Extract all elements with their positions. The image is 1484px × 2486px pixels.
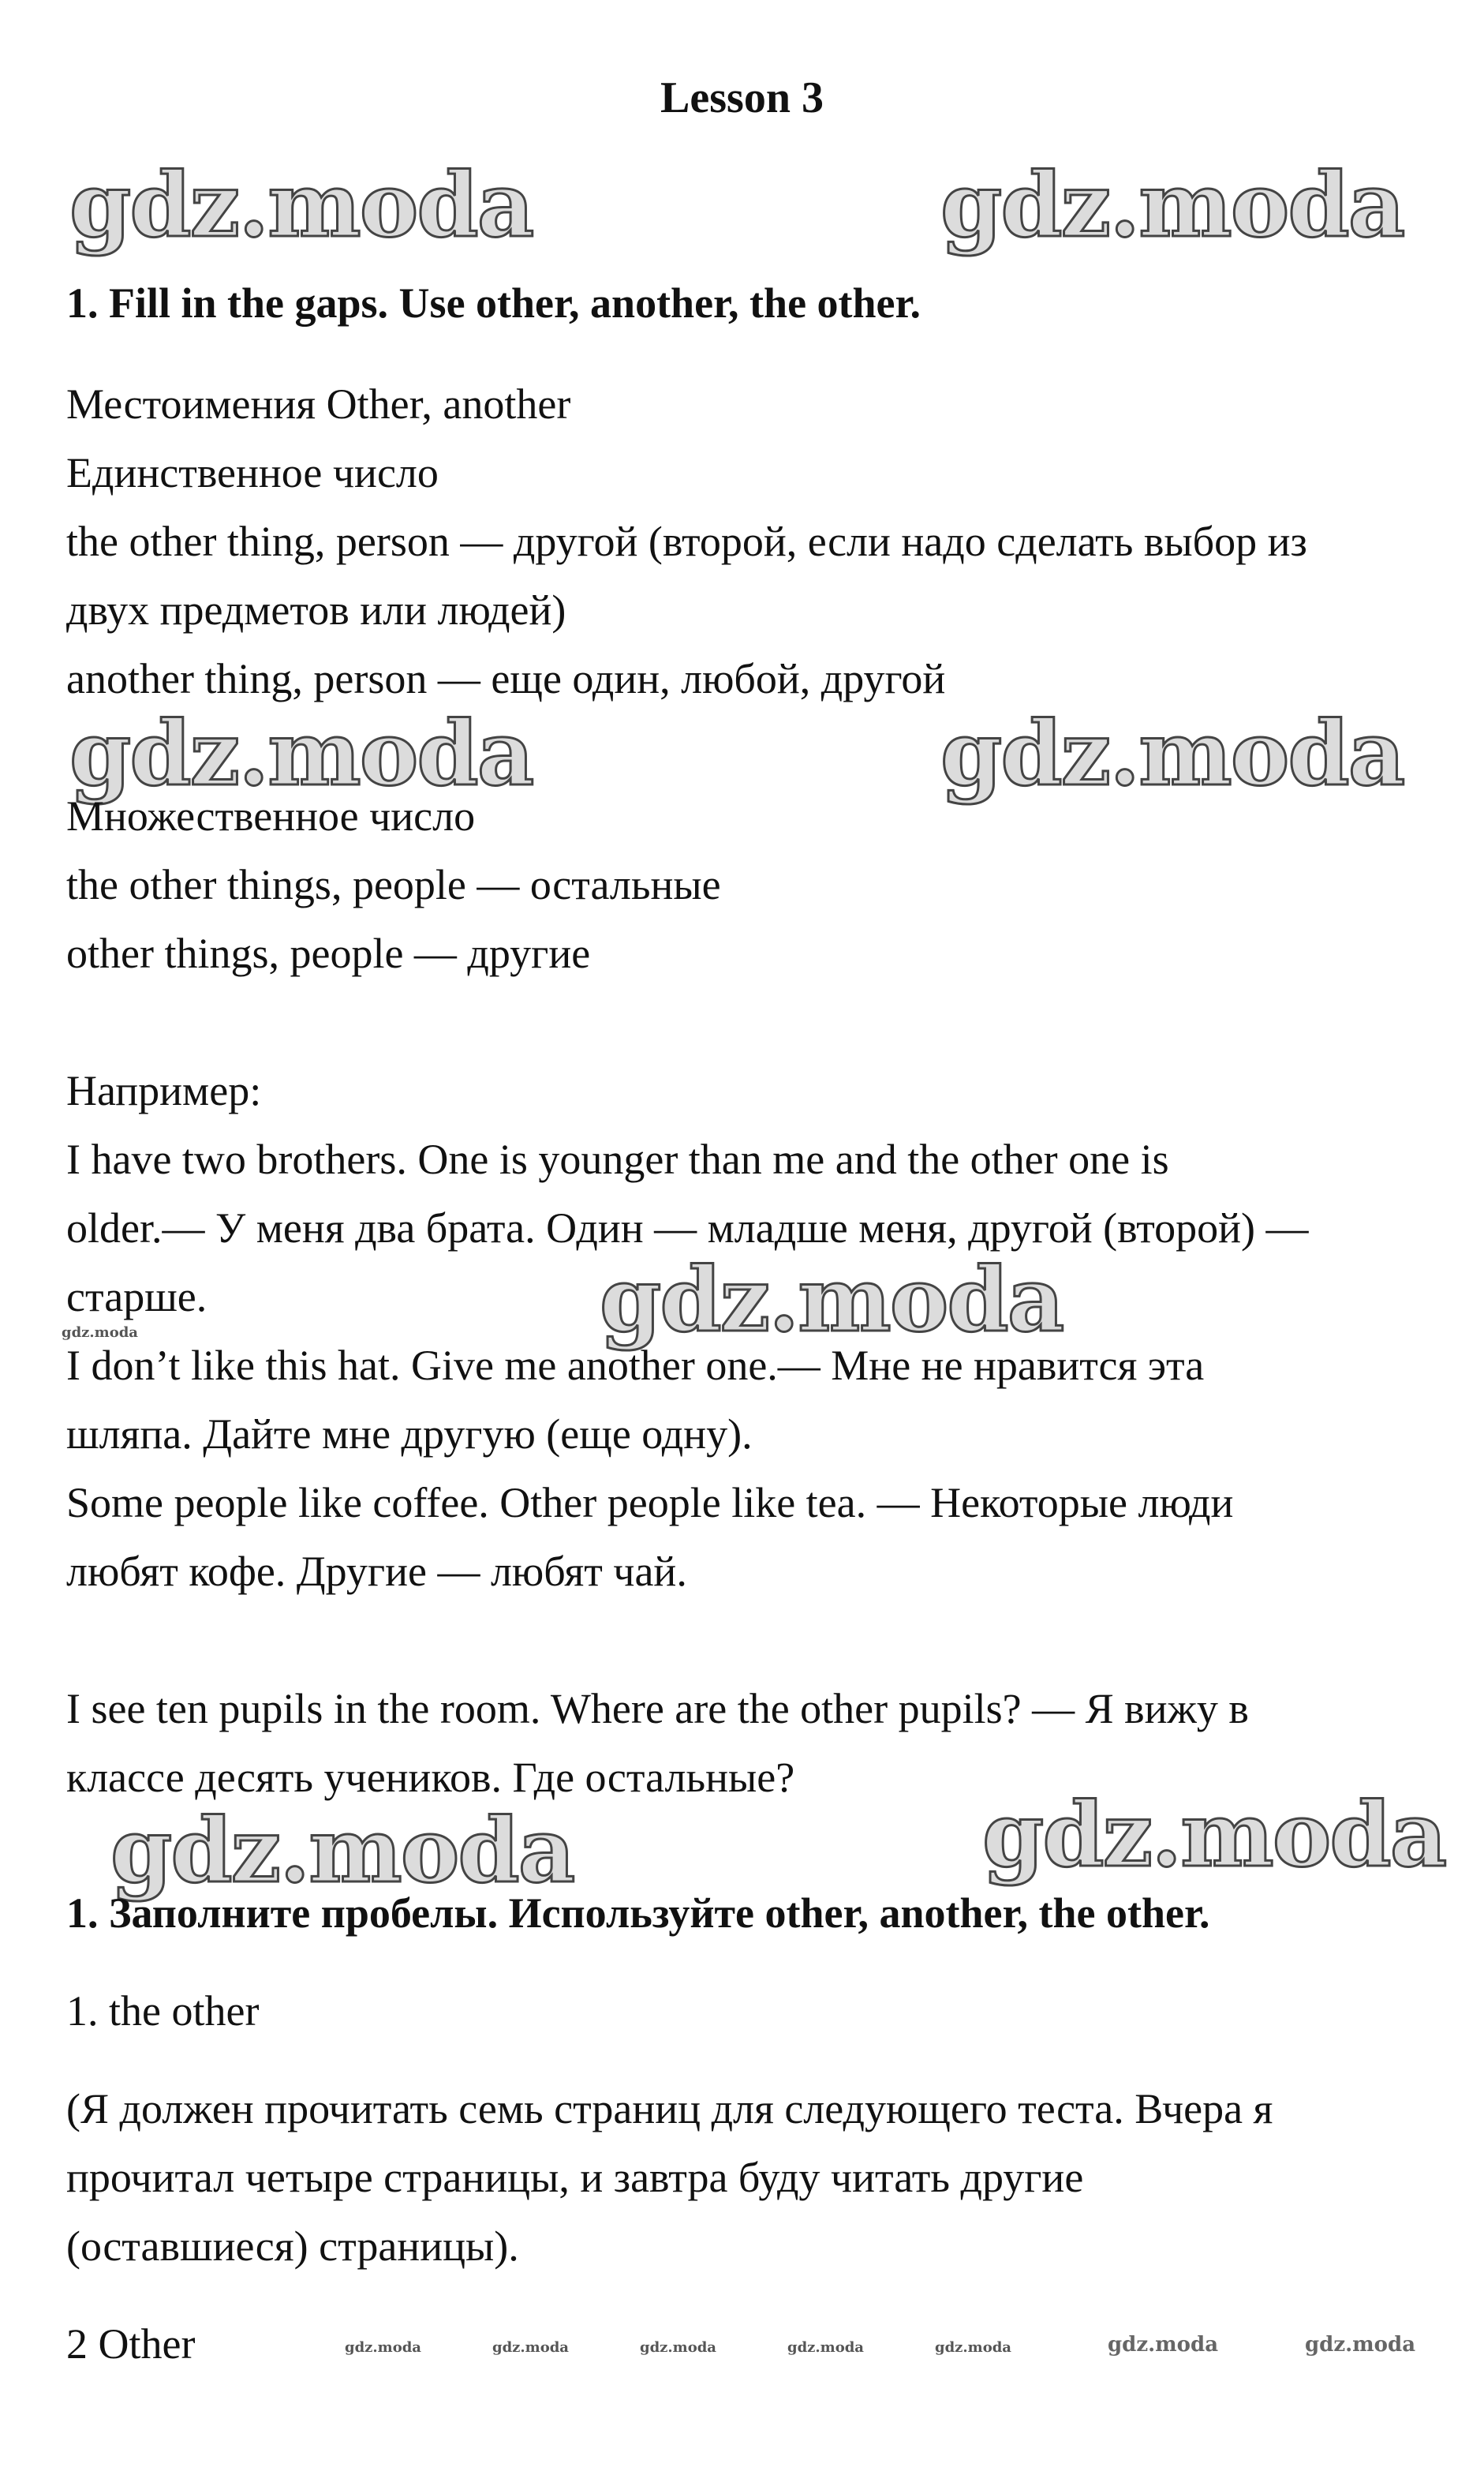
- watermark-small: gdz.moda: [62, 1324, 138, 1341]
- example-line: older.— У меня два брата. Один — младше меня, другой (второй) —: [66, 1204, 1309, 1252]
- grammar-line: the other things, people — остальные: [66, 861, 721, 908]
- watermark: gdz.moda: [69, 154, 533, 257]
- watermark: gdz.moda: [600, 1249, 1063, 1352]
- watermark-small: gdz.moda: [640, 2339, 716, 2356]
- example-line: шляпа. Дайте мне другую (еще одну).: [66, 1410, 753, 1458]
- watermark: gdz.moda: [69, 702, 533, 806]
- example-line: старше.: [66, 1273, 207, 1320]
- example-label: Например:: [66, 1067, 262, 1114]
- grammar-line: Единственное число: [66, 449, 439, 496]
- watermark: gdz.moda: [982, 1784, 1446, 1887]
- example-line: I don’t like this hat. Give me another one.— Мне не нравится эта: [66, 1342, 1205, 1389]
- answer-line: 2 Other: [66, 2320, 196, 2368]
- grammar-line: двух предметов или людей): [66, 586, 566, 634]
- watermark: gdz.moda: [110, 1799, 574, 1903]
- example-line: классе десять учеников. Где остальные?: [66, 1754, 795, 1801]
- watermark: gdz.moda: [940, 702, 1404, 806]
- watermark-small: gdz.moda: [345, 2339, 421, 2356]
- grammar-line: Местоимения Other, another: [66, 380, 571, 428]
- grammar-line: the other thing, person — другой (второй, если надо сделать выбор из: [66, 518, 1307, 565]
- watermark-small: gdz.moda: [787, 2339, 864, 2356]
- task-heading: 1. Fill in the gaps. Use other, another, the other.: [66, 279, 921, 327]
- example-line: любят кофе. Другие — любят чай.: [66, 1548, 687, 1595]
- page-title: Lesson 3: [660, 73, 824, 122]
- example-line: I have two brothers. One is younger than me and the other one is: [66, 1136, 1169, 1183]
- answer-translation: прочитал четыре страницы, и завтра буду читать другие: [66, 2154, 1084, 2201]
- example-line: Some people like coffee. Other people like tea. — Некоторые люди: [66, 1479, 1234, 1526]
- watermark-small: gdz.moda: [935, 2339, 1011, 2356]
- task-heading-ru: 1. Заполните пробелы. Используйте other, another, the other.: [66, 1889, 1210, 1937]
- watermark: gdz.moda: [940, 154, 1404, 257]
- watermark-small: gdz.moda: [1108, 2333, 1219, 2357]
- grammar-line: another thing, person — еще один, любой, другой: [66, 655, 946, 702]
- grammar-line: Множественное число: [66, 792, 476, 840]
- watermark-small: gdz.moda: [1305, 2333, 1416, 2357]
- answer-line: 1. the other: [66, 1987, 260, 2035]
- watermark-small: gdz.moda: [492, 2339, 569, 2356]
- example-line: I see ten pupils in the room. Where are the other pupils? — Я вижу в: [66, 1685, 1249, 1732]
- answer-translation: (Я должен прочитать семь страниц для следующего теста. Вчера я: [66, 2085, 1273, 2132]
- grammar-line: other things, people — другие: [66, 930, 591, 977]
- answer-translation: (оставшиеся) страницы).: [66, 2222, 519, 2270]
